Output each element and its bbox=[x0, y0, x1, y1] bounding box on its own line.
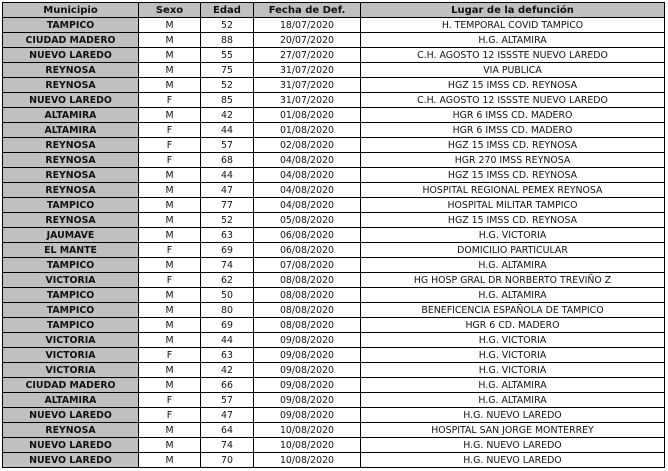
cell-lugar: HGZ 15 IMSS CD. REYNOSA bbox=[361, 78, 665, 93]
cell-sexo: F bbox=[139, 408, 201, 423]
cell-municipio: EL MANTE bbox=[3, 243, 139, 258]
cell-fecha: 09/08/2020 bbox=[254, 363, 361, 378]
cell-fecha: 04/08/2020 bbox=[254, 183, 361, 198]
cell-fecha: 20/07/2020 bbox=[254, 33, 361, 48]
cell-edad: 77 bbox=[201, 198, 254, 213]
cell-municipio: TAMPICO bbox=[3, 288, 139, 303]
table-row bbox=[3, 363, 665, 378]
cell-edad: 50 bbox=[201, 288, 254, 303]
table-row bbox=[3, 108, 665, 123]
cell-sexo: F bbox=[139, 93, 201, 108]
cell-fecha: 05/08/2020 bbox=[254, 213, 361, 228]
cell-sexo: M bbox=[139, 303, 201, 318]
cell-fecha: 10/08/2020 bbox=[254, 453, 361, 468]
table-row bbox=[3, 48, 665, 63]
cell-fecha: 02/08/2020 bbox=[254, 138, 361, 153]
deaths-table bbox=[2, 2, 665, 468]
cell-edad: 52 bbox=[201, 78, 254, 93]
cell-sexo: F bbox=[139, 123, 201, 138]
cell-sexo: M bbox=[139, 333, 201, 348]
header-lugar: Lugar de la defunción bbox=[361, 3, 665, 18]
cell-edad: 42 bbox=[201, 108, 254, 123]
cell-fecha: 06/08/2020 bbox=[254, 228, 361, 243]
cell-edad: 55 bbox=[201, 48, 254, 63]
cell-sexo: M bbox=[139, 183, 201, 198]
cell-fecha: 31/07/2020 bbox=[254, 93, 361, 108]
cell-fecha: 31/07/2020 bbox=[254, 78, 361, 93]
cell-lugar: HGZ 15 IMSS CD. REYNOSA bbox=[361, 168, 665, 183]
cell-municipio: NUEVO LAREDO bbox=[3, 453, 139, 468]
cell-sexo: M bbox=[139, 168, 201, 183]
cell-fecha: 27/07/2020 bbox=[254, 48, 361, 63]
cell-municipio: CIUDAD MADERO bbox=[3, 378, 139, 393]
cell-municipio: REYNOSA bbox=[3, 423, 139, 438]
table-row bbox=[3, 198, 665, 213]
cell-municipio: JAUMAVE bbox=[3, 228, 139, 243]
cell-municipio: TAMPICO bbox=[3, 318, 139, 333]
cell-edad: 85 bbox=[201, 93, 254, 108]
header-row bbox=[3, 3, 665, 18]
cell-sexo: M bbox=[139, 198, 201, 213]
cell-municipio: ALTAMIRA bbox=[3, 123, 139, 138]
cell-lugar: DOMICILIO PARTICULAR bbox=[361, 243, 665, 258]
cell-fecha: 08/08/2020 bbox=[254, 318, 361, 333]
cell-edad: 80 bbox=[201, 303, 254, 318]
cell-edad: 64 bbox=[201, 423, 254, 438]
table-row bbox=[3, 393, 665, 408]
cell-fecha: 08/08/2020 bbox=[254, 273, 361, 288]
cell-lugar: H.G. ALTAMIRA bbox=[361, 288, 665, 303]
cell-edad: 52 bbox=[201, 213, 254, 228]
cell-sexo: M bbox=[139, 213, 201, 228]
cell-sexo: M bbox=[139, 78, 201, 93]
cell-lugar: H.G. ALTAMIRA bbox=[361, 393, 665, 408]
cell-edad: 44 bbox=[201, 123, 254, 138]
table-header bbox=[3, 3, 665, 18]
cell-municipio: REYNOSA bbox=[3, 63, 139, 78]
table-row bbox=[3, 78, 665, 93]
table-row bbox=[3, 138, 665, 153]
cell-edad: 47 bbox=[201, 183, 254, 198]
cell-sexo: M bbox=[139, 63, 201, 78]
cell-sexo: M bbox=[139, 18, 201, 33]
cell-edad: 63 bbox=[201, 228, 254, 243]
cell-fecha: 10/08/2020 bbox=[254, 423, 361, 438]
cell-lugar: C.H. AGOSTO 12 ISSSTE NUEVO LAREDO bbox=[361, 48, 665, 63]
table-row bbox=[3, 318, 665, 333]
cell-edad: 69 bbox=[201, 318, 254, 333]
table-row bbox=[3, 183, 665, 198]
cell-edad: 66 bbox=[201, 378, 254, 393]
cell-sexo: M bbox=[139, 288, 201, 303]
cell-lugar: H.G. VICTORIA bbox=[361, 348, 665, 363]
cell-sexo: F bbox=[139, 243, 201, 258]
cell-municipio: VICTORIA bbox=[3, 333, 139, 348]
cell-municipio: TAMPICO bbox=[3, 303, 139, 318]
cell-edad: 62 bbox=[201, 273, 254, 288]
cell-sexo: F bbox=[139, 393, 201, 408]
cell-fecha: 04/08/2020 bbox=[254, 198, 361, 213]
cell-edad: 44 bbox=[201, 333, 254, 348]
cell-sexo: F bbox=[139, 153, 201, 168]
cell-municipio: REYNOSA bbox=[3, 153, 139, 168]
cell-fecha: 08/08/2020 bbox=[254, 303, 361, 318]
cell-sexo: M bbox=[139, 48, 201, 63]
cell-municipio: REYNOSA bbox=[3, 183, 139, 198]
cell-edad: 44 bbox=[201, 168, 254, 183]
table-row bbox=[3, 333, 665, 348]
table-row bbox=[3, 243, 665, 258]
cell-sexo: M bbox=[139, 258, 201, 273]
table-row bbox=[3, 423, 665, 438]
table-row bbox=[3, 303, 665, 318]
cell-edad: 88 bbox=[201, 33, 254, 48]
cell-edad: 42 bbox=[201, 363, 254, 378]
cell-municipio: VICTORIA bbox=[3, 273, 139, 288]
cell-lugar: H.G. ALTAMIRA bbox=[361, 33, 665, 48]
cell-municipio: ALTAMIRA bbox=[3, 393, 139, 408]
cell-municipio: NUEVO LAREDO bbox=[3, 93, 139, 108]
cell-edad: 52 bbox=[201, 18, 254, 33]
cell-municipio: VICTORIA bbox=[3, 363, 139, 378]
table-row bbox=[3, 438, 665, 453]
cell-lugar: HG HOSP GRAL DR NORBERTO TREVIÑO Z bbox=[361, 273, 665, 288]
table-row bbox=[3, 348, 665, 363]
table-body bbox=[3, 18, 665, 468]
cell-fecha: 06/08/2020 bbox=[254, 243, 361, 258]
cell-lugar: VIA PUBLICA bbox=[361, 63, 665, 78]
cell-sexo: F bbox=[139, 273, 201, 288]
cell-lugar: H.G. ALTAMIRA bbox=[361, 378, 665, 393]
table-row bbox=[3, 228, 665, 243]
cell-municipio: TAMPICO bbox=[3, 18, 139, 33]
cell-sexo: M bbox=[139, 438, 201, 453]
cell-fecha: 09/08/2020 bbox=[254, 333, 361, 348]
cell-sexo: M bbox=[139, 108, 201, 123]
cell-municipio: ALTAMIRA bbox=[3, 108, 139, 123]
table-row bbox=[3, 453, 665, 468]
cell-fecha: 01/08/2020 bbox=[254, 123, 361, 138]
cell-fecha: 10/08/2020 bbox=[254, 438, 361, 453]
cell-fecha: 18/07/2020 bbox=[254, 18, 361, 33]
cell-lugar: H.G. NUEVO LAREDO bbox=[361, 438, 665, 453]
cell-lugar: HGR 270 IMSS REYNOSA bbox=[361, 153, 665, 168]
cell-lugar: BENEFICENCIA ESPAÑOLA DE TAMPICO bbox=[361, 303, 665, 318]
cell-edad: 63 bbox=[201, 348, 254, 363]
cell-lugar: HGZ 15 IMSS CD. REYNOSA bbox=[361, 138, 665, 153]
cell-edad: 57 bbox=[201, 138, 254, 153]
cell-municipio: CIUDAD MADERO bbox=[3, 33, 139, 48]
cell-municipio: REYNOSA bbox=[3, 213, 139, 228]
cell-edad: 74 bbox=[201, 258, 254, 273]
table-row bbox=[3, 33, 665, 48]
cell-edad: 57 bbox=[201, 393, 254, 408]
cell-sexo: M bbox=[139, 228, 201, 243]
cell-lugar: HGR 6 IMSS CD. MADERO bbox=[361, 108, 665, 123]
cell-municipio: REYNOSA bbox=[3, 168, 139, 183]
cell-edad: 74 bbox=[201, 438, 254, 453]
cell-lugar: HGZ 15 IMSS CD. REYNOSA bbox=[361, 213, 665, 228]
cell-municipio: TAMPICO bbox=[3, 258, 139, 273]
cell-lugar: HOSPITAL REGIONAL PEMEX REYNOSA bbox=[361, 183, 665, 198]
cell-municipio: REYNOSA bbox=[3, 78, 139, 93]
cell-municipio: NUEVO LAREDO bbox=[3, 408, 139, 423]
header-edad: Edad bbox=[201, 3, 254, 18]
cell-municipio: VICTORIA bbox=[3, 348, 139, 363]
cell-edad: 68 bbox=[201, 153, 254, 168]
cell-edad: 69 bbox=[201, 243, 254, 258]
cell-edad: 75 bbox=[201, 63, 254, 78]
cell-fecha: 09/08/2020 bbox=[254, 393, 361, 408]
cell-lugar: H.G. VICTORIA bbox=[361, 363, 665, 378]
cell-lugar: H.G. VICTORIA bbox=[361, 228, 665, 243]
cell-municipio: REYNOSA bbox=[3, 138, 139, 153]
cell-sexo: M bbox=[139, 33, 201, 48]
table-row bbox=[3, 153, 665, 168]
table-row bbox=[3, 63, 665, 78]
header-fecha: Fecha de Def. bbox=[254, 3, 361, 18]
table-row bbox=[3, 123, 665, 138]
cell-sexo: F bbox=[139, 138, 201, 153]
cell-lugar: HOSPITAL SAN JORGE MONTERREY bbox=[361, 423, 665, 438]
cell-lugar: C.H. AGOSTO 12 ISSSTE NUEVO LAREDO bbox=[361, 93, 665, 108]
cell-fecha: 04/08/2020 bbox=[254, 153, 361, 168]
cell-municipio: NUEVO LAREDO bbox=[3, 438, 139, 453]
cell-lugar: H. TEMPORAL COVID TAMPICO bbox=[361, 18, 665, 33]
table-row bbox=[3, 273, 665, 288]
cell-lugar: H.G. NUEVO LAREDO bbox=[361, 453, 665, 468]
table-row bbox=[3, 168, 665, 183]
table-row bbox=[3, 18, 665, 33]
cell-fecha: 04/08/2020 bbox=[254, 168, 361, 183]
cell-edad: 70 bbox=[201, 453, 254, 468]
cell-lugar: HGR 6 CD. MADERO bbox=[361, 318, 665, 333]
cell-fecha: 09/08/2020 bbox=[254, 408, 361, 423]
cell-edad: 47 bbox=[201, 408, 254, 423]
cell-lugar: H.G. VICTORIA bbox=[361, 333, 665, 348]
header-sexo: Sexo bbox=[139, 3, 201, 18]
cell-fecha: 07/08/2020 bbox=[254, 258, 361, 273]
cell-fecha: 31/07/2020 bbox=[254, 63, 361, 78]
cell-sexo: M bbox=[139, 363, 201, 378]
cell-lugar: H.G. NUEVO LAREDO bbox=[361, 408, 665, 423]
cell-sexo: M bbox=[139, 423, 201, 438]
cell-fecha: 09/08/2020 bbox=[254, 348, 361, 363]
cell-sexo: M bbox=[139, 318, 201, 333]
table-row bbox=[3, 213, 665, 228]
table-row bbox=[3, 93, 665, 108]
table-row bbox=[3, 258, 665, 273]
deaths-table-container bbox=[2, 2, 665, 468]
table-row bbox=[3, 288, 665, 303]
header-municipio: Municipio bbox=[3, 3, 139, 18]
cell-sexo: F bbox=[139, 348, 201, 363]
cell-fecha: 01/08/2020 bbox=[254, 108, 361, 123]
cell-municipio: NUEVO LAREDO bbox=[3, 48, 139, 63]
cell-sexo: M bbox=[139, 378, 201, 393]
table-row bbox=[3, 408, 665, 423]
cell-lugar: H.G. ALTAMIRA bbox=[361, 258, 665, 273]
cell-sexo: M bbox=[139, 453, 201, 468]
cell-fecha: 09/08/2020 bbox=[254, 378, 361, 393]
cell-lugar: HOSPITAL MILITAR TAMPICO bbox=[361, 198, 665, 213]
cell-fecha: 08/08/2020 bbox=[254, 288, 361, 303]
cell-municipio: TAMPICO bbox=[3, 198, 139, 213]
cell-lugar: HGR 6 IMSS CD. MADERO bbox=[361, 123, 665, 138]
table-row bbox=[3, 378, 665, 393]
